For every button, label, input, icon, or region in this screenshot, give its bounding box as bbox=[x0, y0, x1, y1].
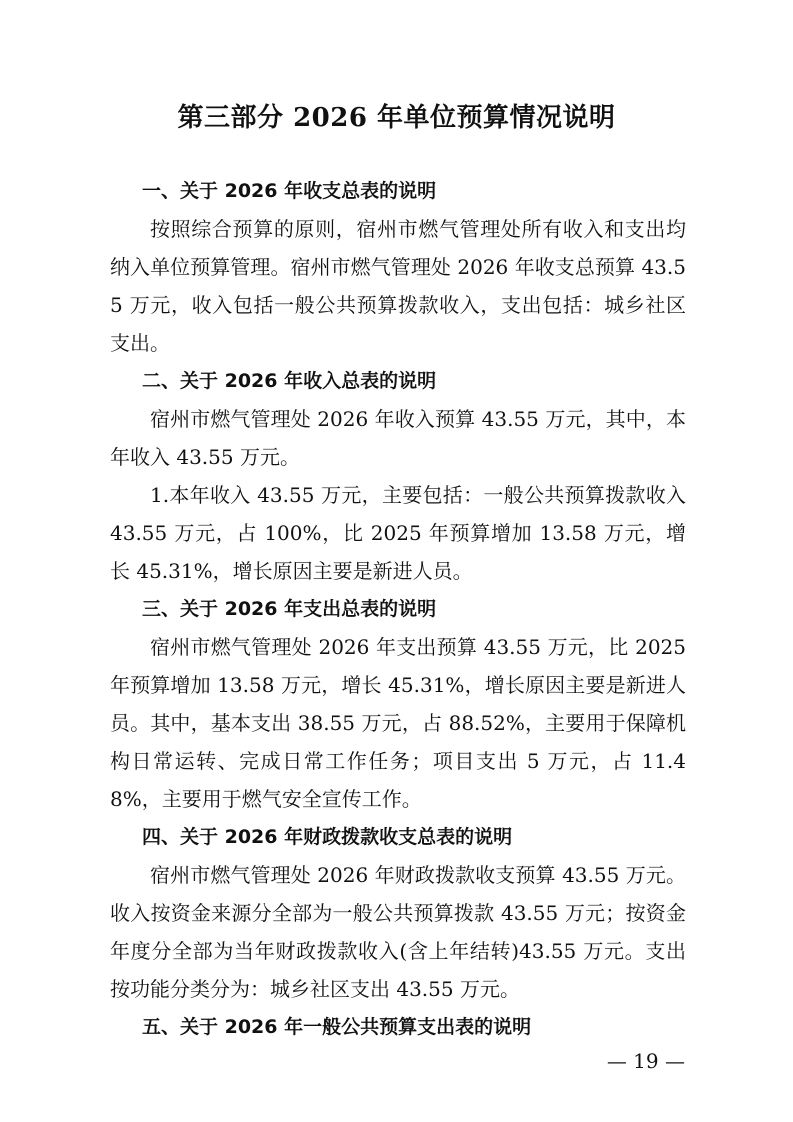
document-body bbox=[110, 172, 686, 1046]
section-4-paragraph-1: 宿州市燃气管理处 2026 年财政拨款收支预算 43.55 万元。收入按资金来源分全部为一般公共预算拨款 43.55 万元；按资金年度分全部为当年财政拨款收入(含上年结转)43.55 万元。支出按功能分类分为：城乡社区支出 43.55 万元。 bbox=[110, 863, 686, 1001]
section-heading-2: 二、关于 2026 年收入总表的说明 bbox=[142, 370, 437, 392]
section-2-paragraph-1: 宿州市燃气管理处 2026 年收入预算 43.55 万元，其中，本年收入 43.55 万元。 bbox=[110, 407, 686, 469]
section-2-paragraph-2: 1.本年收入 43.55 万元，主要包括：一般公共预算拨款收入 43.55 万元，占 100%，比 2025 年预算增加 13.58 万元，增长 45.31%，增长原因主要是新进人员。 bbox=[110, 483, 686, 583]
page-number: — 19 — bbox=[606, 1049, 685, 1073]
section-heading-3: 三、关于 2026 年支出总表的说明 bbox=[142, 598, 437, 620]
section-3-paragraph-1: 宿州市燃气管理处 2026 年支出预算 43.55 万元，比 2025 年预算增加 13.58 万元，增长 45.31%，增长原因主要是新进人员。其中，基本支出 38.55 万元，占 88.52%，主要用于保障机构日常运转、完成日常工作任务；项目支出 5 万元，占 11.48%，主要用于燃气安全宣传工作。 bbox=[110, 635, 686, 811]
section-heading-1: 一、关于 2026 年收支总表的说明 bbox=[142, 180, 437, 202]
section-1-paragraph-1: 按照综合预算的原则，宿州市燃气管理处所有收入和支出均纳入单位预算管理。宿州市燃气管理处 2026 年收支总预算 43.55 万元，收入包括一般公共预算拨款收入，支出包括：城乡社区支出。 bbox=[110, 217, 686, 355]
page-title: 第三部分 2026 年单位预算情况说明 bbox=[177, 103, 616, 133]
section-heading-4: 四、关于 2026 年财政拨款收支总表的说明 bbox=[142, 826, 513, 848]
section-heading-5: 五、关于 2026 年一般公共预算支出表的说明 bbox=[142, 1016, 532, 1038]
